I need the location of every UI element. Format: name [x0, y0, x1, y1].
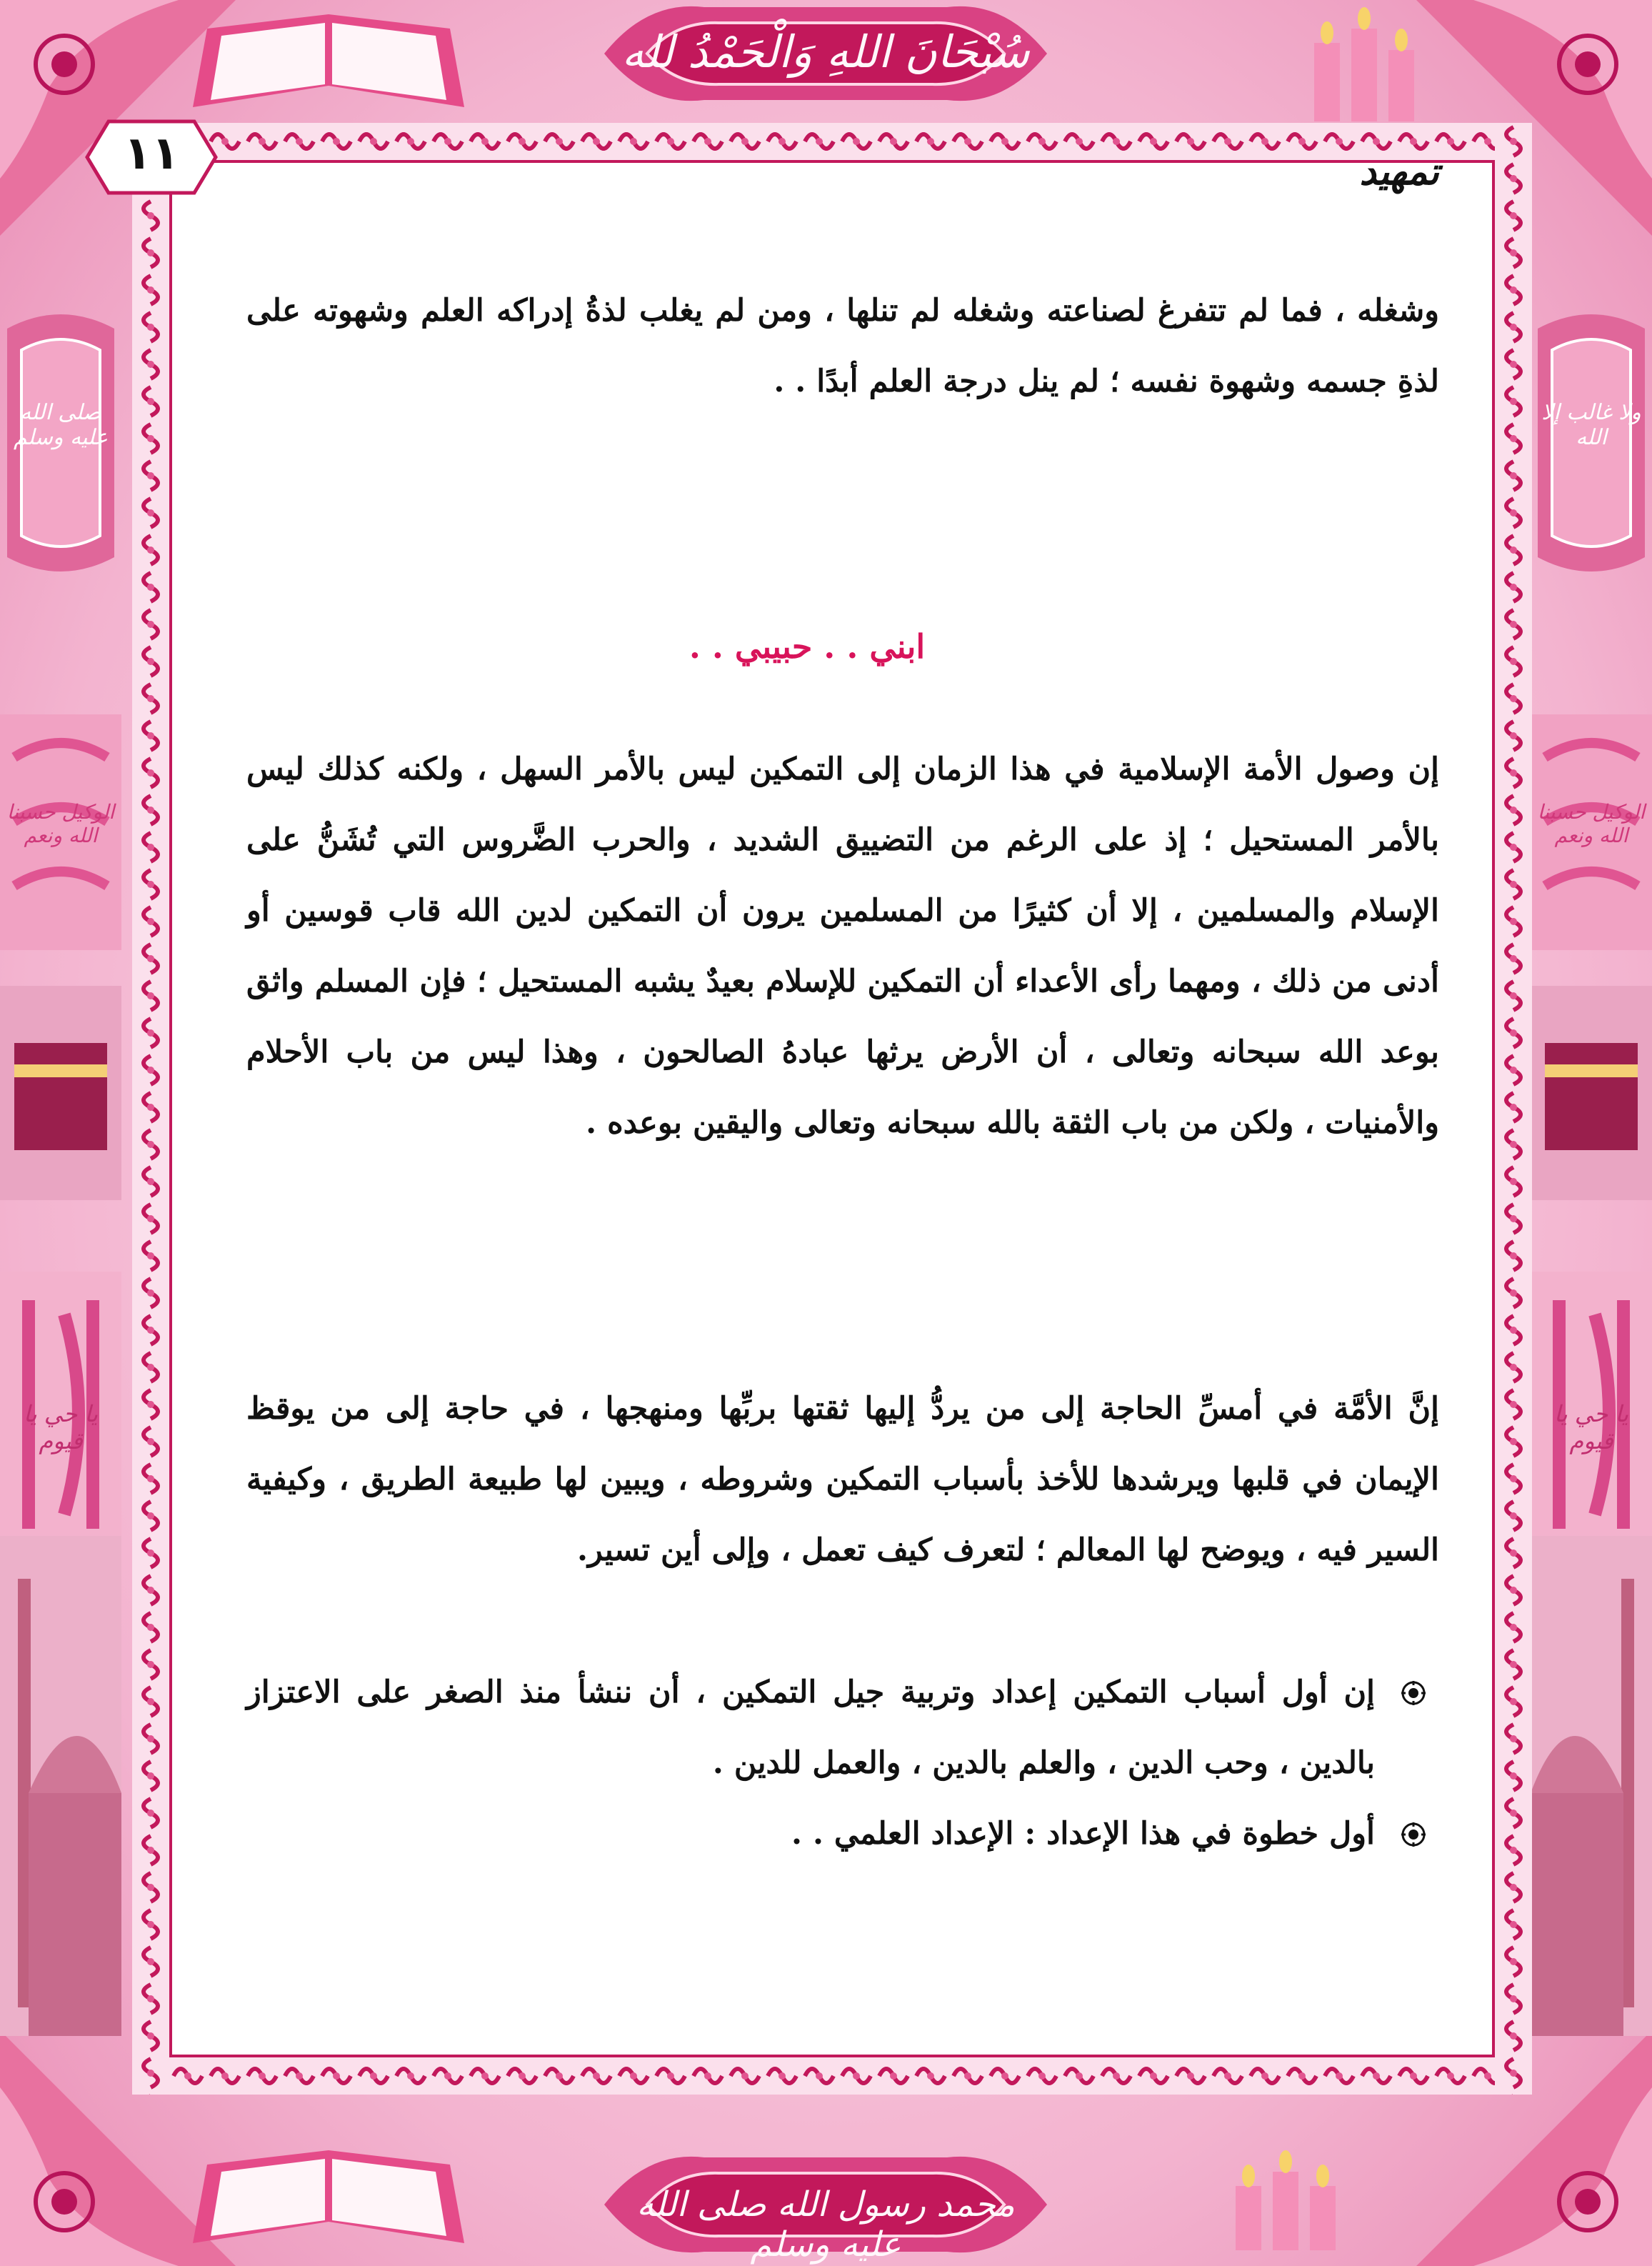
- flower-bullet-icon: [1401, 1680, 1426, 1706]
- left-panel-text: الوكيل حسبنا الله ونعم: [6, 800, 115, 847]
- paragraph-1: وشغله ، فما لم تتفرغ لصناعته وشغله لم تنلها ، ومن لم يغلب لذةُ إدراكه العلم وشهوته على لذةِ جسمه وشهوة نفسه ؛ لم ينل درجة العلم أبدًا . .: [246, 293, 1439, 399]
- left-lower-text: يا حي يا قيوم: [23, 1400, 99, 1454]
- right-mosque-image: [1531, 1536, 1652, 2036]
- subtitle-heading: ابني . . حبيبي . .: [689, 627, 926, 666]
- top-banner-text: سُبْحَانَ اللهِ وَالْحَمْدُ لله: [621, 26, 1030, 78]
- top-banner: [604, 0, 1047, 107]
- right-panel-text: الوكيل حسبنا الله ونعم: [1537, 800, 1646, 847]
- paragraph-3: إنَّ الأمَّة في أمسِّ الحاجة إلى من يردُّ إليها ثقتها بربِّها ومنهجها ، في حاجة إلى من يوقظ الإيمان في قلبها ويرشدها للأخذ بأسباب التمكين وشروطه ، ويبين لها طبيعة الطريق ، وكيفية السير فيه ، ويوضح لها المعالم ؛ لتعرف كيف تعمل ، وإلى أين تسير.: [246, 1391, 1439, 1568]
- right-lower-text: يا حي يا قيوم: [1553, 1400, 1629, 1454]
- chain-border-left: [132, 123, 169, 2095]
- candles-icon-bottom: [1207, 2136, 1364, 2257]
- list-item: [246, 1657, 1439, 1799]
- left-medallion-text: صلى الله عليه وسلم: [13, 400, 109, 450]
- chain-border-bottom: [132, 2057, 1532, 2095]
- list-item: [246, 1799, 1439, 1870]
- right-medallion-text: ولا غالب إلا الله: [1541, 400, 1641, 450]
- open-book-icon-bottom: [179, 2136, 479, 2257]
- bottom-banner: [604, 2143, 1047, 2266]
- flower-bullet-icon: [1401, 1822, 1426, 1847]
- left-mosque-image: [0, 1536, 121, 2036]
- bullet-list: [246, 1657, 1439, 1870]
- left-kaaba-image: [0, 986, 121, 1200]
- paragraph-2: إن وصول الأمة الإسلامية في هذا الزمان إلى التمكين ليس بالأمر السهل ، ولكنه كذلك ليس بالأمر المستحيل ؛ إذ على الرغم من التضييق الشديد ، والحرب الضَّروس التي تُشَنُّ على الإسلام والمسلمين ، إلا أن كثيرًا من المسلمين يرون أن التمكين لدين الله قاب قوسين أو أدنى من ذلك ، ومهما رأى الأعداء أن التمكين للإسلام بعيدٌ يشبه المستحيل ؛ فإن المسلم واثق بوعد الله سبحانه وتعالى ، أن الأرض يرثها عبادهُ الصالحون ، وهذا ليس من باب الأحلام والأمنيات ، ولكن من باب الثقة بالله سبحانه وتعالى واليقين بوعده .: [246, 752, 1439, 1141]
- section-title: تمهيد: [1359, 150, 1439, 194]
- right-kaaba-image: [1531, 986, 1652, 1200]
- bullet-text: أول خطوة في هذا الإعداد : الإعداد العلمي . .: [791, 1816, 1375, 1852]
- candles-icon: [1286, 7, 1443, 129]
- open-book-icon: [179, 0, 479, 121]
- bottom-banner-text: محمد رسول الله صلى الله عليه وسلم: [636, 2185, 1015, 2265]
- page-number: ١١: [123, 127, 180, 180]
- chain-border-right: [1495, 123, 1532, 2095]
- bullet-text: إن أول أسباب التمكين إعداد وتربية جيل التمكين ، أن ننشأ منذ الصغر على الاعتزاز بالدين ، وحب الدين ، والعلم بالدين ، والعمل للدين .: [246, 1674, 1375, 1781]
